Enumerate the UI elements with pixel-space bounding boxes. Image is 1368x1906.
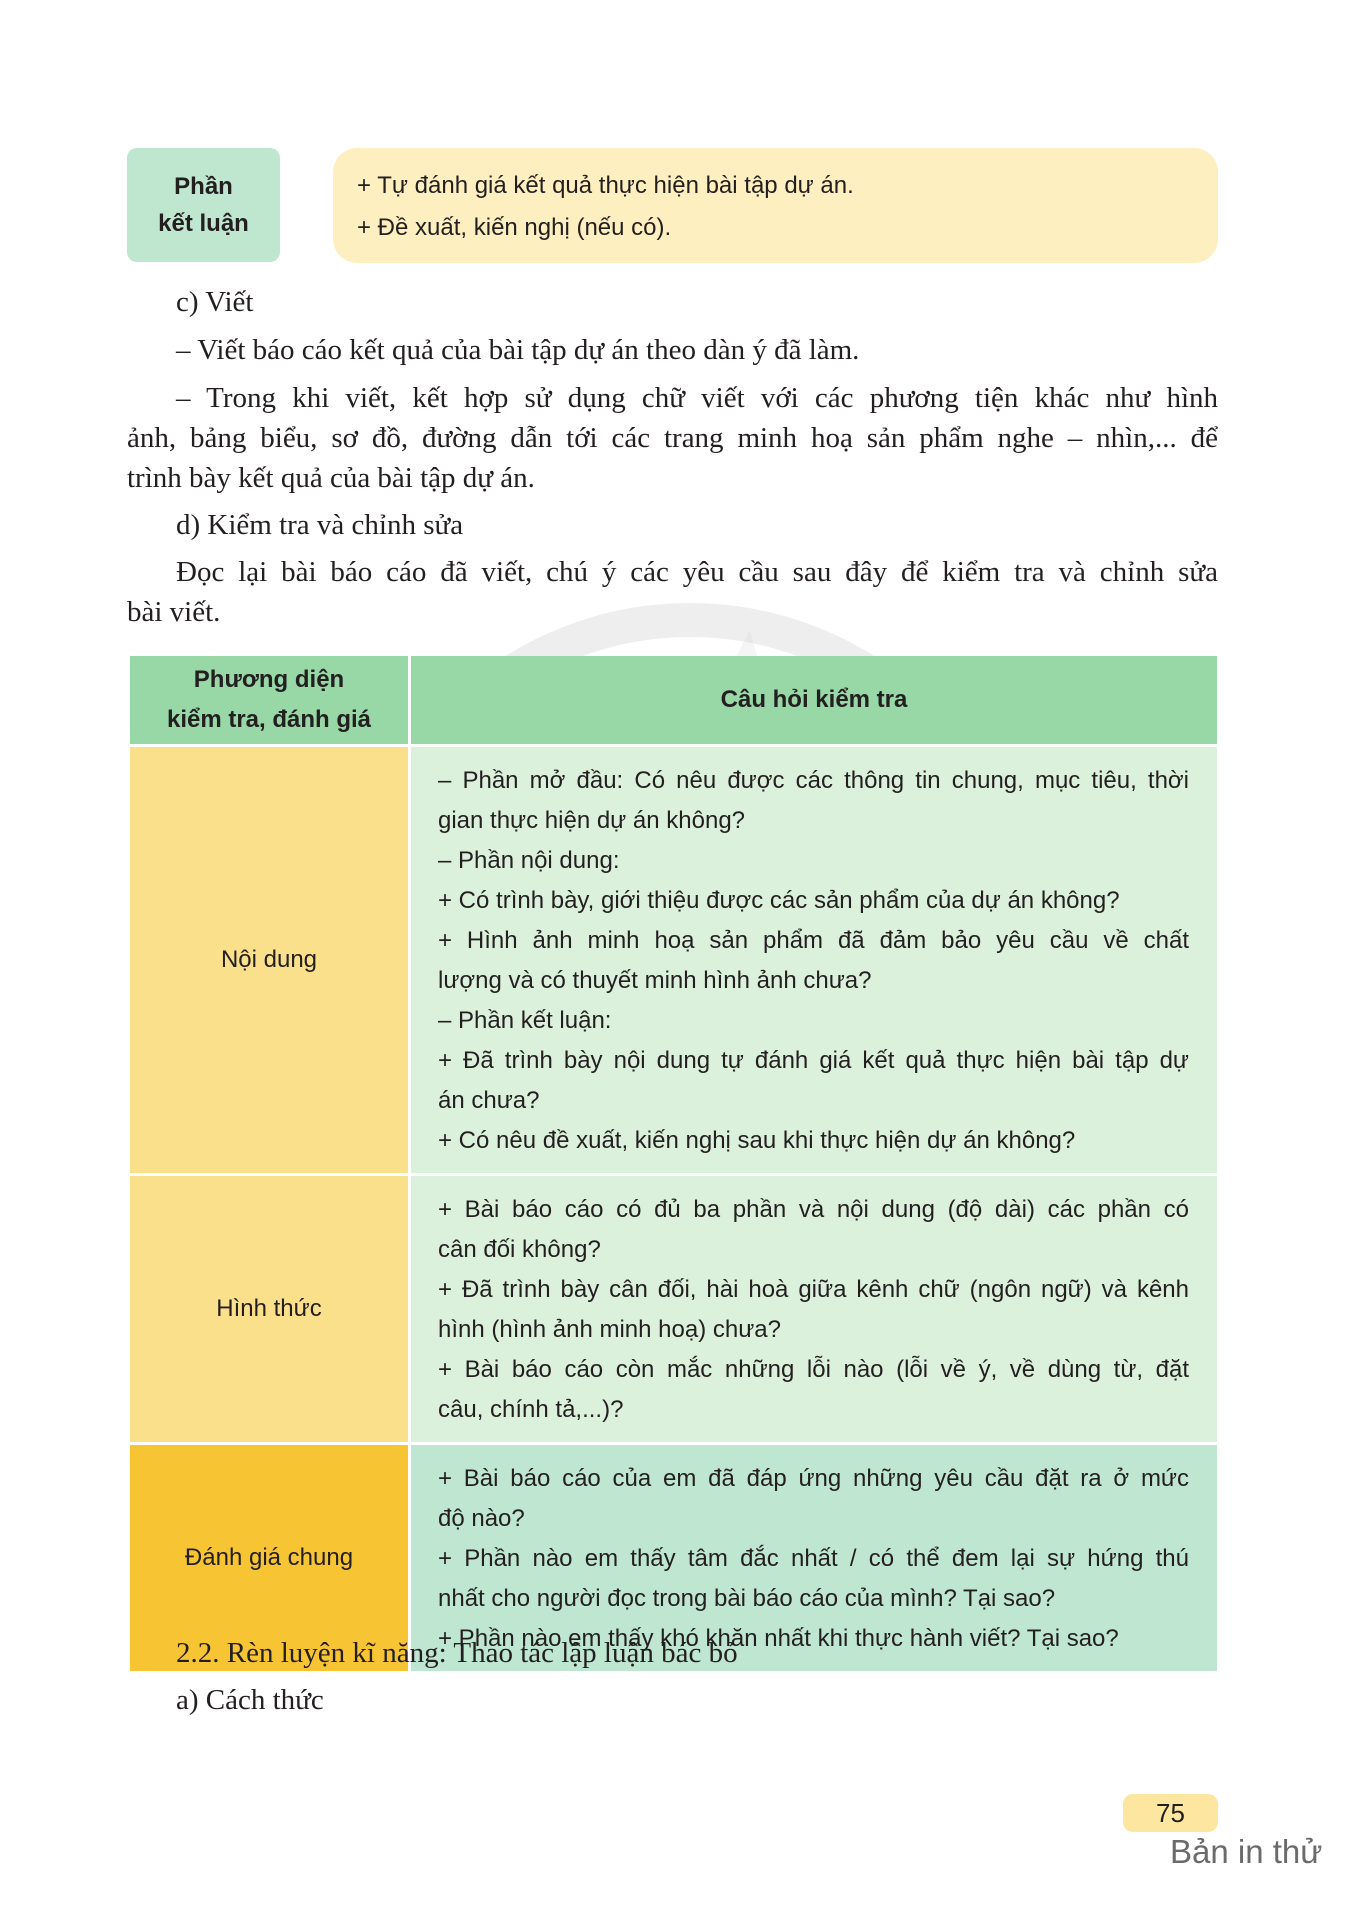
- section-label-line1: Phần: [174, 173, 233, 200]
- question-line: + Có nêu đề xuất, kiến nghị sau khi thực hiện dự án không?: [438, 1127, 1076, 1154]
- table-header-row: [130, 656, 1217, 746]
- question-line: – Phần mở đầu: Có nêu được các thông tin chung, mục tiêu, thời: [438, 767, 1189, 794]
- table-header-aspect: [130, 656, 410, 746]
- question-line: án chưa?: [438, 1087, 540, 1114]
- question-line: – Phần kết luận:: [438, 1007, 612, 1034]
- questions-cell: [410, 1175, 1218, 1444]
- table-row: [130, 746, 1217, 1175]
- questions-cell: [410, 746, 1218, 1175]
- question-line: + Phần nào em thấy tâm đắc nhất / có thể đem lại sự hứng thú: [438, 1545, 1189, 1572]
- question-line: cân đối không?: [438, 1236, 601, 1263]
- aspect-cell: Hình thức: [130, 1175, 410, 1444]
- paragraph-c1: – Viết báo cáo kết quả của bài tập dự án theo dàn ý đã làm.: [176, 334, 860, 366]
- paragraph-c2-line1: – Trong khi viết, kết hợp sử dụng chữ viết với các phương tiện khác như hình: [176, 382, 1218, 414]
- question-line: câu, chính tả,...)?: [438, 1396, 624, 1423]
- table-row: [130, 1175, 1217, 1444]
- draft-label: Bản in thử: [1170, 1833, 1323, 1870]
- conclusion-notes: [333, 148, 1218, 263]
- question-line: + Bài báo cáo của em đã đáp ứng những yêu cầu đặt ra ở mức: [438, 1465, 1189, 1492]
- aspect-cell: Nội dung: [130, 746, 410, 1175]
- question-line: + Đã trình bày nội dung tự đánh giá kết quả thực hiện bài tập dự: [438, 1047, 1189, 1074]
- question-line: lượng và có thuyết minh hình ảnh chưa?: [438, 967, 872, 994]
- paragraph-c2-line3: trình bày kết quả của bài tập dự án.: [127, 462, 535, 494]
- section-label: [127, 148, 280, 262]
- heading-c: c) Viết: [176, 286, 254, 318]
- page-number: 75: [1123, 1794, 1218, 1832]
- header-aspect-line1: Phương diện: [193, 666, 345, 693]
- conclusion-note: + Tự đánh giá kết quả thực hiện bài tập dự án.: [357, 172, 854, 199]
- header-aspect-line2: kiểm tra, đánh giá: [166, 706, 372, 733]
- question-line: + Bài báo cáo có đủ ba phần và nội dung (độ dài) các phần có: [438, 1196, 1189, 1223]
- section-label-line2: kết luận: [158, 210, 249, 237]
- question-line: + Phần nào em thấy khó khăn nhất khi thực hành viết? Tại sao?: [438, 1625, 1119, 1652]
- question-line: nhất cho người đọc trong bài báo cáo của mình? Tại sao?: [438, 1585, 1056, 1612]
- aspect-cell: Đánh giá chung: [130, 1444, 410, 1672]
- heading-a: a) Cách thức: [176, 1684, 324, 1716]
- section-2-2-heading: 2.2. Rèn luyện kĩ năng: Thao tác lập luận bác bỏ: [176, 1637, 738, 1669]
- paragraph-d-line1: Đọc lại bài báo cáo đã viết, chú ý các yêu cầu sau đây để kiểm tra và chỉnh sửa: [176, 556, 1218, 588]
- table-header-questions: Câu hỏi kiểm tra: [410, 656, 1218, 746]
- question-line: + Hình ảnh minh hoạ sản phẩm đã đảm bảo yêu cầu về chất: [438, 927, 1189, 954]
- question-line: – Phần nội dung:: [438, 847, 620, 874]
- heading-d: d) Kiểm tra và chỉnh sửa: [176, 509, 464, 541]
- paragraph-d-line2: bài viết.: [127, 596, 221, 628]
- question-line: + Bài báo cáo còn mắc những lỗi nào (lỗi về ý, về dùng từ, đặt: [438, 1356, 1189, 1383]
- question-line: độ nào?: [438, 1505, 525, 1532]
- question-line: gian thực hiện dự án không?: [438, 807, 746, 834]
- question-line: + Có trình bày, giới thiệu được các sản phẩm của dự án không?: [438, 887, 1120, 914]
- question-line: + Đã trình bày cân đối, hài hoà giữa kênh chữ (ngôn ngữ) và kênh: [438, 1276, 1189, 1303]
- paragraph-c2-line2: ảnh, bảng biểu, sơ đồ, đường dẫn tới các trang minh hoạ sản phẩm nghe – nhìn,... để: [127, 422, 1218, 454]
- question-line: hình (hình ảnh minh hoạ) chưa?: [438, 1316, 781, 1343]
- checklist-table: [130, 656, 1217, 1671]
- conclusion-note: + Đề xuất, kiến nghị (nếu có).: [357, 214, 672, 241]
